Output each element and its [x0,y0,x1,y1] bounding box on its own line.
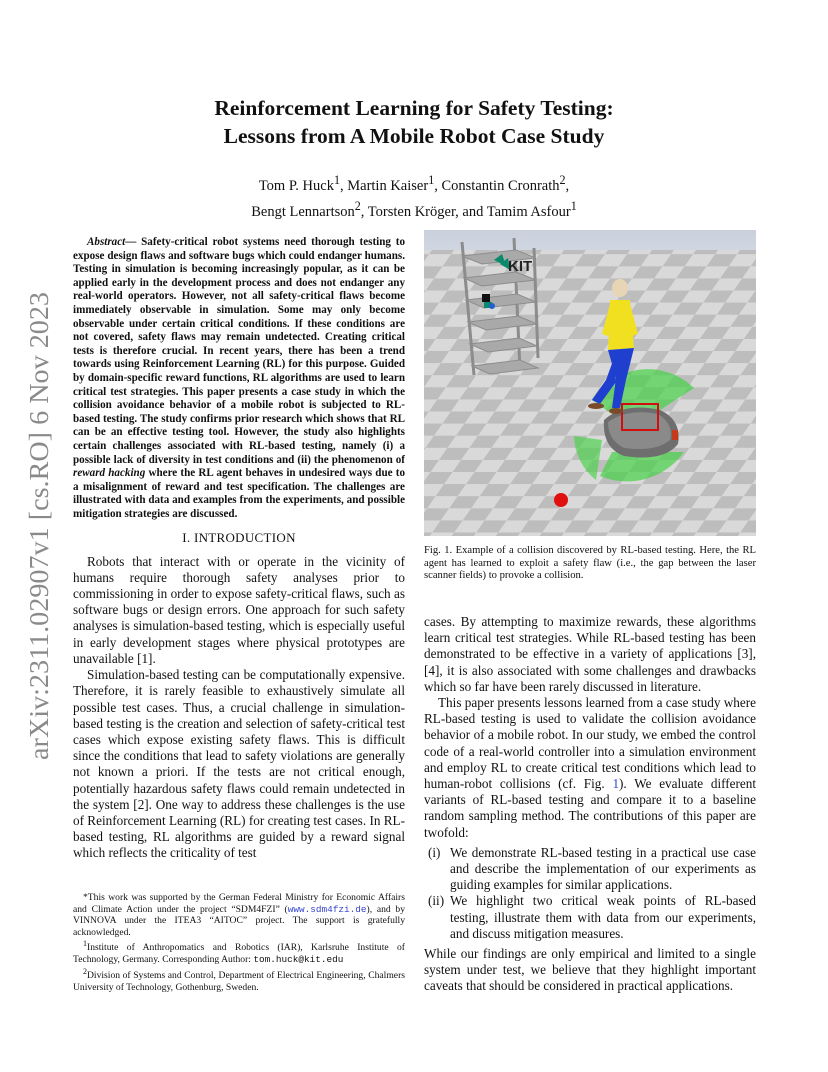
footnote-text: Division of Systems and Control, Department of Electrical Engineering, Chalmers University of Technology, Gothenburg, Sweden. [73,969,405,993]
author-line-2: Bengt Lennartson$^2$, Torsten Kröger, and Tamim Asfour$^1$ [251,198,577,220]
arxiv-stamp [8,290,56,760]
author-line-1: Tom P. Huck$^1$, Martin Kaiser$^1$, Constantin Cronrath$^2$, [258,173,570,194]
list-item-text: We demonstrate RL-based testing in a practical use case and describe the implementation of our experiments as guiding examples for similar applications. [450,844,756,893]
footnotes [73,892,405,993]
contributions-list [424,845,756,942]
title-line-2: Lessons from A Mobile Robot Case Study [223,124,605,148]
body-text: This paper presents lessons learned from a case study where RL-based testing is used to validate the collision avoidance behavior of a mobile robot. In our study, we embed the control code of a real-world controller into a simulation environment and employ RL to create critical test conditions which lead to human-robot collisions (cf. Fig. [424,695,756,792]
checkered-floor [424,250,756,536]
footnote-mark: 1 [83,939,87,949]
author-name: Bengt Lennartson [251,203,355,220]
paper-title [90,94,738,150]
footnote-funding [73,892,405,938]
list-item [424,893,756,942]
body-paragraph: Robots that interact with or operate in the vicinity of humans require thorough safety analyses prior to commissioning in order to expose safety-critical flaws, such as software bugs or design errors. One approach for such safety analyses is simulation-based testing, which is especially useful in early development stages where physical prototypes are unavailable [1]. [73,553,405,666]
footnote-text: *This work was supported by the German Federal Ministry for Economic Affairs and Climate Action under the project “SDM4FZI” ( [73,892,405,915]
author-name: Constantin Cronrath [441,177,560,194]
title-line-1: Reinforcement Learning for Safety Testing: [214,96,614,120]
list-item-label: (i) [428,844,441,860]
affiliation-mark: 1 [570,198,577,213]
body-paragraph: While our findings are only empirical and limited to a single system under test, we believe that they highlight important caveats that should be considered in practical applications. [424,946,756,994]
abstract-text-end: where the RL agent behaves in undesired ways due to a misalignment of reward and test specification. The challenges are illustrated with data and examples from the experiments, and possible mitigation strategies are discussed. [73,467,405,520]
affiliation-mark: 2 [354,198,361,213]
arxiv-stamp-text: arXiv:2311.02907v1 [cs.RO] 6 Nov 2023 [24,311,54,760]
mobile-robot [604,408,679,458]
list-item [424,845,756,894]
figure-1-caption: Fig. 1. Example of a collision discovered by RL-based testing. Here, the RL agent has learned to exploit a safety flaw (i.e., the gap between the laser scanner fields) to provoke a collision. [424,545,756,582]
abstract [73,236,405,521]
section-heading-introduction: I. INTRODUCTION [182,530,296,546]
list-item-label: (ii) [428,893,445,909]
footnote-affiliation-2 [73,966,405,993]
project-website-link[interactable]: www.sdm4fzi.de [287,903,367,915]
body-paragraph: Simulation-based testing can be computationally expensive. Therefore, it is rarely feasible to exhaustively simulate all possible test cases. Thus, a crucial challenge in simulation-based testing is the creation and selection of safety-critical test cases which expose existing safety flaws. This is difficult since the conditions that lead to safety violations are generally not known a priori. If the tests are not critical enough, potentially hazardous safety flaws could remain undetected in the system [2]. One way to address these challenges is the use of Reinforcement Learning (RL) for creating test cases. In RL-based testing, RL algorithms are guided by a reward signal which reflects the criticality of test [73,667,405,861]
figure-reference-link[interactable]: 1 [612,776,620,792]
corresponding-email: tom.huck@kit.edu [253,954,344,966]
footnote-text: ), and by VINNOVA under the ITEA3 “AITOC” project. The support is gratefully acknowledged. [73,903,405,938]
abstract-text: — Safety-critical robot systems need thorough testing to expose design flaws and software bugs which could endanger humans. Testing in simulation is becoming increasingly popular, as it can be applied early in the development process and does not endanger any real-world operators. However, not all safety-critical flaws become immediately observable in simulation. Some may only become observable under certain critical conditions. If these conditions are not covered, safety flaws may remain undetected. Creating critical tests is therefore crucial. In recent years, there has been a trend towards using Reinforcement Learning (RL) for this purpose. Guided by domain-specific reward functions, RL algorithms are used to learn critical test strategies. This paper presents a case study in which the collision avoidance behavior of a mobile robot is subjected to RL-based testing. The study confirms prior research which shows that RL can be an effective testing tool. However, the study also highlights certain challenges associated with RL-based testing, namely (i) a possible lack of diversity in test conditions and (ii) the phenomenon of [73,236,405,466]
author-list [150,170,678,222]
footnote-affiliation-1 [73,938,405,965]
kit-logo-text: KIT [508,258,533,275]
affiliation-mark: 1 [333,173,340,187]
body-paragraph [424,695,756,841]
abstract-emphasis: reward hacking [73,467,146,480]
target-marker [554,493,568,507]
abstract-label: Abstract [87,236,126,248]
right-column [424,614,756,995]
affiliation-mark: 1 [428,173,435,187]
footnote-mark: 2 [83,966,87,976]
left-column [73,236,405,862]
author-name: Martin Kaiser [347,177,429,194]
author-name: Torsten Kröger, and Tamim Asfour [367,203,571,220]
body-text: ). We evaluate different variants of RL-based testing and compare it to a baseline random sampling method. The contributions of this paper are twofold: [424,776,757,840]
list-item-text: We highlight two critical weak points of RL-based testing, illustrate them with data from our experiments, and discuss mitigation measures. [450,893,756,941]
footnote-text: Institute of Anthropomatics and Robotics (IAR), Karlsruhe Institute of Technology, Germany. Corresponding Author: [73,942,405,966]
body-paragraph: cases. By attempting to maximize rewards, these algorithms learn critical test strategies. While RL-based testing has been demonstrated to be effective in a variety of applications [3], [4], it is also associated with some challenges and drawbacks which so far have been rarely discussed in literature. [424,614,756,694]
figure-1-image [424,230,756,536]
affiliation-mark: 2 [559,173,566,187]
author-name: Tom P. Huck [258,177,334,194]
